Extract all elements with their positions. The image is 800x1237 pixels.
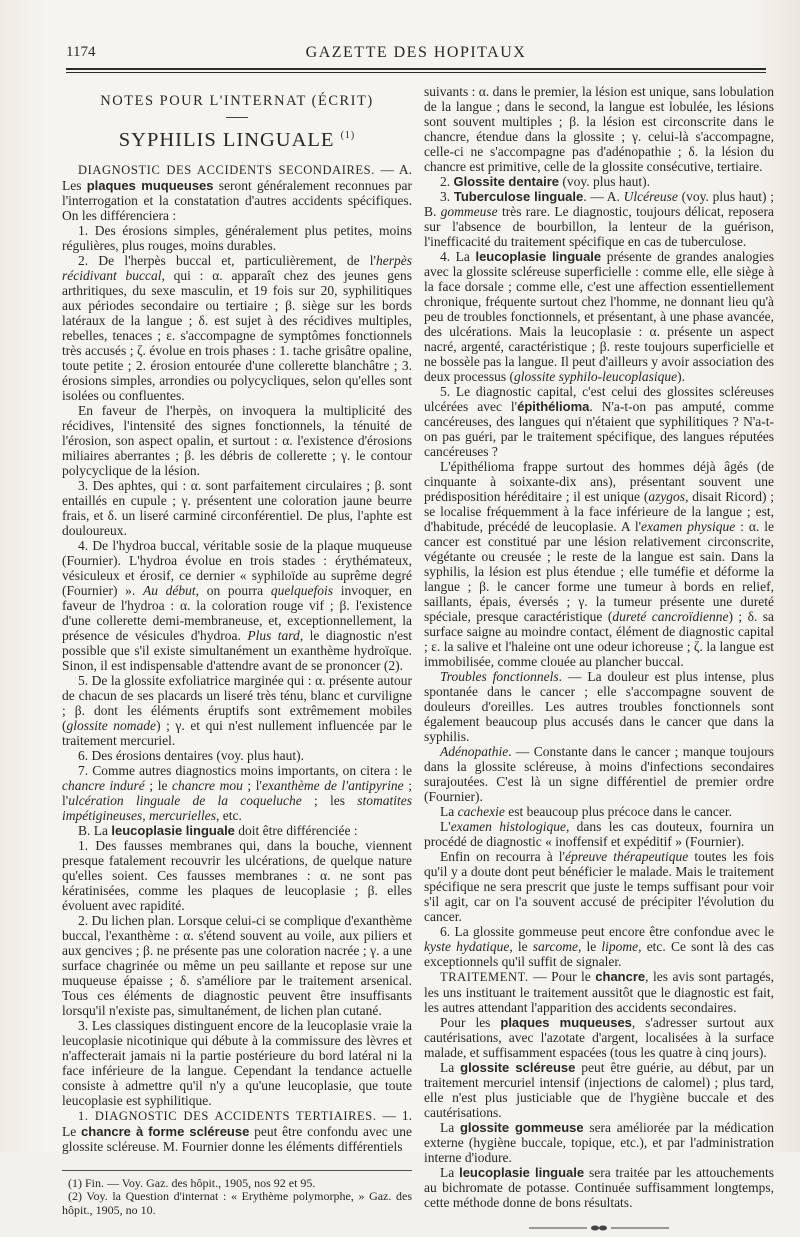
text: invoquer, en faveur de l'hydroa : α. la coloration rouge vif ; β. l'existence d'une collerette demi-membraneuse, et, exceptionnellement, la présence de vésicules d'hydroa.	[62, 582, 412, 643]
text: 4. De l'hydroa buccal, véritable sosie de la plaque muqueuse (Fournier). L'hydroa évolue en trois stades : érythémateux, vésiculeux et érosif, ce dernier « syphiloïde au suprême degré (Fournier) ».	[62, 537, 412, 598]
text: . — Constante dans le cancer ; manque toujours dans la glossite scléreuse, à moins d'infections secondaires surajoutées. C'est là un signe différentiel de premier ordre (Fournier).	[424, 744, 774, 804]
bold-term: chancre à forme scléreuse	[81, 1123, 250, 1139]
bold-term: plaques muqueuses	[86, 177, 214, 193]
italic-term: examen histologique	[450, 819, 566, 834]
bold-term: Tuberculose linguale	[453, 189, 584, 204]
subheading: TRAITEMENT.	[440, 970, 529, 984]
paragraph	[424, 849, 774, 924]
text: ) ; δ. sa surface saigne au moindre contact, élément de diagnostic capital ; ε. la salive et l'haleine ont une odeur ichoreuse ; ζ. la langue est immobilisée, comme clouée au plancher buccal.	[424, 609, 774, 669]
page-header	[66, 44, 766, 64]
text: 5. Le diagnostic capital, c'est celui des glossites scléreuses ulcérées avec l'	[424, 384, 774, 414]
text: , etc. Ce sont là des cas exceptionnels qu'il suffit de signaler.	[424, 939, 774, 969]
italic-term: Troubles fonctionnels	[440, 669, 559, 684]
paragraph: suivants : α. dans le premier, la lésion est unique, sans lobulation de la langue ; dans le second, la langue est lobulée, les lésions sont souvent multiples ; β. la lésion est circonscrite dans le chancre, étendue dans la glossite ; γ. celui-là s'accompagne, celle-ci ne s'accompagne pas d'adénopathie ; δ. la lésion du chancre est primitive, celle de la glossite consécutive, tertiaire.	[424, 84, 774, 174]
end-ornament	[424, 1222, 774, 1237]
text: ) ; γ. et qui n'est nullement influencée par le traitement mercuriel.	[62, 717, 412, 748]
paragraph	[424, 249, 774, 384]
left-column	[62, 84, 412, 1217]
italic-term: Au début	[142, 582, 196, 598]
page-number: 1174	[66, 44, 96, 60]
text: La	[440, 1165, 460, 1180]
section-title: NOTES POUR L'INTERNAT (ÉCRIT)	[100, 93, 374, 109]
text: peut être confondu avec une glossite scléreuse. M. Fournier donne les éléments différentiels	[62, 1123, 412, 1154]
paragraph	[424, 1120, 774, 1165]
text: seront généralement reconnues par l'interrogation et la constatation d'autres accidents spécifiques. On les différenciera :	[62, 177, 412, 223]
text: . — La douleur est plus intense, plus spontanée dans le cancer ; elle s'accompagne souvent de douleurs d'oreilles. Les autres troubles fonctionnels sont également beaucoup plus accusés dans le cancer que dans la syphilis.	[424, 669, 774, 744]
italic-term: sarcome	[532, 939, 579, 954]
bold-term: leucoplasie linguale	[111, 822, 235, 838]
italic-term: gommeuse	[440, 204, 498, 219]
text: , on pourra	[195, 582, 271, 598]
paragraph	[424, 819, 774, 849]
paragraph	[62, 162, 412, 223]
italic-term: glossite syphilo-leucoplasique	[513, 369, 678, 384]
text: ; les	[301, 792, 358, 808]
text: — A. Les	[62, 161, 412, 193]
text: . N'a-t-on pas amputé, comme cancéreuses, des langues qui n'étaient que syphilitiques ? N'a-t-on pas guéri, par le traitement spécifique, des langues réputées cancéreuses ?	[424, 399, 774, 459]
text: — 1. Le	[62, 1107, 412, 1139]
text: toutes les fois qu'il y a doute dont peut bénéficier le malade. Mais le traitement spécifique ne sera prescrit que juste le temps suffisant pour voir s'il agit, car on l'a souvent accusé de précipiter l'évolution du cancer.	[424, 849, 775, 924]
text: , les avis sont partagés, les uns instituant le traitement aussitôt que le diagnostic est fait, les autres attendant l'apparition des accidents secondaires.	[424, 969, 774, 1015]
paragraph	[424, 189, 774, 249]
footnote-rule	[62, 1170, 412, 1171]
paragraph	[424, 804, 774, 819]
text: , disait Ricord) ; se localise fréquemment à la face inférieure de la langue ; est, d'habitude, précédé de leucoplasie. A l'	[424, 489, 774, 534]
italic-term: cachexie	[457, 804, 505, 819]
text: (voy. plus haut) ; B.	[424, 189, 774, 219]
text: doit être différenciée :	[234, 822, 358, 838]
text: sera traitée par les attouchements au bichromate de potasse. Continuée suffisamment longtemps, cette méthode donne de bons résultats.	[424, 1165, 774, 1210]
text: , s'adresser surtout aux cautérisations, avec l'azotate d'argent, localisées à la surface malade, et suffisamment espacées (tous les quatre à cinq jours).	[424, 1015, 775, 1060]
paragraph: 1. Des érosions simples, généralement plus petites, moins régulières, plus rouges, moins durables.	[62, 222, 412, 253]
paragraph	[424, 459, 774, 669]
bold-term: épithélioma	[517, 399, 590, 414]
paragraph: 2. Du lichen plan. Lorsque celui-ci se complique d'exanthème buccal, l'exanthème : α. s'étend souvent au voile, aux piliers et aux gencives ; β. ne présente pas une coloration nacrée ; γ. a une surface chagrinée ou même un peu saillante et repose sur une muqueuse épaisse ; δ. s'améliore par le traitement arsenical. Tous ces éléments de diagnostic peuvent être insuffisants lorsqu'il n'existe pas, simultanément, de lichen plan cutané.	[62, 912, 412, 1018]
paragraph	[62, 253, 412, 403]
bold-term: glossite gommeuse	[459, 1120, 584, 1135]
text: (voy. plus haut).	[558, 174, 650, 189]
paragraph	[62, 763, 412, 823]
text: ).	[677, 369, 685, 384]
paragraph	[62, 1108, 412, 1154]
text: ; l'	[242, 777, 262, 793]
paragraph	[62, 823, 412, 838]
italic-term: chancre mou	[172, 777, 243, 793]
text: , etc.	[215, 807, 242, 823]
text: La	[440, 804, 458, 819]
paragraph	[424, 1060, 774, 1120]
text: 6. La glossite gommeuse peut encore être confondue avec le	[440, 924, 774, 939]
paragraph	[424, 969, 774, 1015]
text: sera améliorée par la médication externe (hygiène buccale, topique, etc.), et par l'administration interne d'iodure.	[424, 1120, 774, 1165]
bold-term: glossite scléreuse	[460, 1060, 576, 1075]
text: , qui : α. apparaît chez des jeunes gens arthritiques, du sexe masculin, et 19 fois sur 20, syphilitiques aux périodes secondaire ou tertiaire ; β. siège sur les bords latéraux de la langue ; δ. est sujet à des récidives multiples, rebelles, tenaces ; ε. s'accompagne de symptômes fonctionnels très accusés ; ζ. évolue en trois phases : 1. tache grisâtre opaline, toute petite ; 2. érosion entourée d'une collerette blanchâtre ; 3. érosions simples, arrondies ou polycycliques, selon qu'elles sont isolées ou confluentes.	[62, 267, 412, 403]
text: Pour les	[440, 1015, 501, 1030]
paragraph	[424, 669, 774, 744]
text: L'épithélioma frappe surtout des hommes déjà âgés (de cinquante à soixante-dix ans), présentant souvent une prédisposition héréditaire ; il est unique (	[424, 459, 774, 504]
italic-term: kyste hydatique	[424, 939, 510, 954]
text: 2. De l'herpès buccal et, particulièrement, de l'	[78, 252, 376, 268]
paragraph	[424, 174, 774, 189]
title-divider	[226, 117, 248, 118]
italic-term: examen physique	[641, 519, 736, 534]
paragraph: 3. Les classiques distinguent encore de la leucoplasie vraie la leucoplasie nicotinique qui débute à la commissure des lèvres et n'affecterait jamais ni la partie postérieure du bord latéral ni la face inférieure de la langue. Cependant la tendance actuelle consiste à admettre qu'il n'y a qu'une leucoplasie, que toute leucoplasie est syphilitique.	[62, 1017, 412, 1108]
text: , dans les cas douteux, fournira un procédé de diagnostic « inoffensif et expéditif » (Fournier).	[424, 819, 774, 849]
italic-term: chancre induré	[62, 777, 145, 793]
title-footnote-ref: (1)	[340, 130, 356, 141]
subheading: 1. DIAGNOSTIC DES ACCIDENTS TERTIAIRES.	[78, 1108, 377, 1123]
text: ; l'	[62, 777, 412, 808]
header-rule-thin	[66, 72, 766, 73]
italic-term: azygos	[648, 489, 686, 504]
paragraph	[62, 673, 412, 748]
footnote-1: (1) Fin. — Voy. Gaz. des hôpit., 1905, nos 92 et 95.	[68, 1175, 316, 1190]
text: très rare. Le diagnostic, toujours délicat, reposera sur l'absence de bourbillon, la lenteur de la guérison, l'inefficacité du traitement spécifique en cas de tuberculose.	[424, 204, 774, 249]
paragraph: 3. Des aphtes, qui : α. sont parfaitement circulaires ; β. sont entaillés en cupule ; γ. présentent une coloration jaune beurre frais, et δ. un liseré carminé circonférentiel. De plus, l'aphte est douloureux.	[62, 477, 412, 538]
paragraph	[424, 744, 774, 804]
text: présente de grandes analogies avec la glossite scléreuse superficielle : comme elle, elle siège à la face dorsale ; comme elle, c'est une affection essentiellement chronique, fréquente surtout chez l'homme, ne donnant lieu qu'à peu de troubles fonctionnels, et présentant, à une phase avancée, des ulcérations. Mais la leucoplasie : α. présente un aspect nacré, argenté, caractéristique ; β. reste toujours superficielle et ne bossèle pas la langue. Il peut d'ailleurs y avoir association des deux processus (	[424, 249, 774, 384]
text: , le	[578, 939, 602, 954]
italic-term: glossite nomade	[66, 717, 157, 733]
paragraph: 6. Des érosions dentaires (voy. plus haut).	[78, 747, 304, 763]
italic-term: exanthème de l'antipyrine	[261, 777, 404, 793]
italic-term: dureté cancroïdienne	[612, 609, 729, 624]
italic-term: Plus tard	[247, 627, 300, 643]
italic-term: lipome	[601, 939, 639, 954]
text: 3.	[440, 189, 454, 204]
text: La	[440, 1120, 460, 1135]
italic-term: stomatites impétigineuses, mercurielles	[62, 792, 412, 823]
subheading: DIAGNOSTIC DES ACCIDENTS SECONDAIRES.	[78, 162, 375, 177]
text: La	[440, 1060, 461, 1075]
text: L'	[440, 819, 451, 834]
text: 7. Comme autres diagnostics moins importants, on citera : le	[78, 762, 412, 778]
right-column	[424, 84, 774, 1237]
paragraph	[424, 1015, 774, 1060]
italic-term: quelquefois	[270, 582, 334, 598]
text: peut être guérie, au début, par un traitement mercuriel intensif (injections de calomel) ; plus tard, elle n'est plus justiciable que de l'hygiène buccale et des cautérisations.	[424, 1060, 774, 1120]
journal-title: GAZETTE DES HOPITAUX	[305, 44, 527, 61]
italic-term: ulcération linguale de la coqueluche	[68, 792, 302, 808]
text: , le	[509, 939, 533, 954]
paragraph	[424, 924, 774, 969]
paragraph	[62, 538, 412, 673]
bold-term: leucoplasie linguale	[475, 249, 602, 264]
italic-term: Adénopathie	[440, 744, 509, 759]
italic-term: herpès récidivant buccal	[62, 252, 412, 283]
bold-term: Glossite dentaire	[453, 174, 559, 189]
paragraph: 1. Des fausses membranes qui, dans la bouche, viennent presque fatalement recouvrir les ulcérations, de quelque nature qu'elles soient. Ces fausses membranes : α. ne sont pas kératinisées, comme les plaques de leucoplasie ; β. elles évoluent avec rapidité.	[62, 837, 412, 913]
bold-term: leucoplasie linguale	[459, 1165, 585, 1180]
bold-term: chancre	[595, 969, 646, 984]
italic-term: Ulcéreuse	[623, 189, 678, 204]
text: 2.	[440, 174, 454, 189]
footnotes	[62, 1177, 412, 1218]
text: ; le	[144, 777, 173, 793]
paragraph	[424, 384, 774, 459]
text: — Pour le	[528, 969, 596, 984]
text: . — A.	[583, 189, 624, 204]
footnote-2: (2) Voy. la Question d'internat : « Erythème polymorphe, » Gaz. des hôpit., 1905, no 10.	[62, 1189, 412, 1217]
text: : α. le cancer est constitué par une lésion relativement circonscrite, végétante ou creusée ; le reste de la langue est sain. Dans la syphilis, la lésion est plus étendue ; elle tuméfie et déforme la langue ; β. le cancer forme une tumeur à bords en relief, saillants, épais, éversés ; γ. la tumeur présente une dureté spéciale, presque caractéristique (	[424, 519, 774, 624]
text: 4. La	[440, 249, 476, 264]
text: , le diagnostic n'est possible que s'il existe simultanément un exanthème hydroïque. Sinon, il est indispensable d'attendre avant de se prononcer (2).	[62, 627, 412, 673]
title-text: SYPHILIS LINGUALE	[118, 128, 335, 151]
article-title	[62, 128, 412, 151]
text: 5. De la glossite exfoliatrice marginée qui : α. présente autour de chacun de ses placards un liseré très ténu, blanc et curviligne ; β. dont les éléments éruptifs sont extrêmement mobiles (	[62, 672, 412, 733]
italic-term: épreuve thérapeutique	[564, 849, 689, 864]
text: est beaucoup plus précoce dans le cancer.	[504, 804, 732, 819]
text: Enfin on recourra à l'	[440, 849, 565, 864]
paragraph: En faveur de l'herpès, on invoquera la multiplicité des récidives, l'intensité des signes fonctionnels, la ténuité de l'érosion, son aspect opalin, et surtout : α. l'existence d'érosions miliaires aberrantes ; β. les débris de collerette ; γ. le contour polycyclique de la lésion.	[62, 402, 412, 478]
header-rule-thick	[66, 68, 766, 70]
end-ornament-icon	[529, 1224, 669, 1232]
text: B. La	[78, 822, 112, 838]
bold-term: plaques muqueuses	[500, 1015, 632, 1030]
paragraph	[424, 1165, 774, 1210]
